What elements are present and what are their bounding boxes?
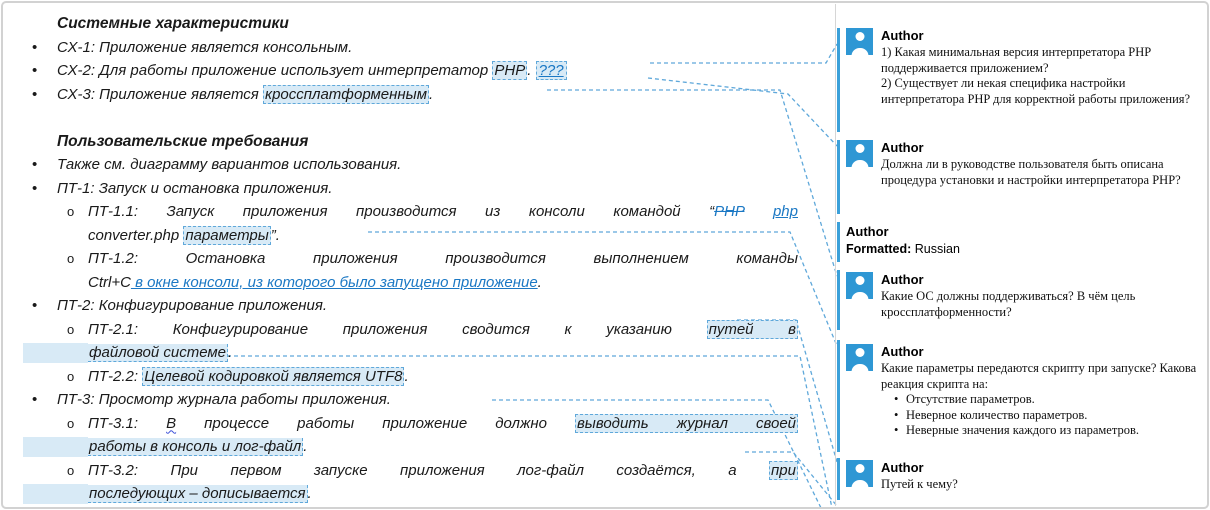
change-type-label: Formatted: bbox=[846, 242, 915, 256]
text-run: . bbox=[404, 367, 409, 385]
commented-text: файловой системе bbox=[89, 344, 227, 361]
doc-line[interactable] bbox=[88, 224, 798, 248]
text-run: СХ-1: Приложение является консольным. bbox=[57, 38, 353, 56]
doc-line[interactable] bbox=[88, 341, 798, 365]
text-run: . bbox=[303, 438, 308, 455]
text-run: Ctrl+C bbox=[88, 273, 131, 291]
text-run: ПТ-1.1: Запуск приложения производится из консоли командой “ bbox=[88, 203, 715, 220]
comment-card[interactable] bbox=[846, 344, 1200, 439]
comment-bullet-item: • Отсутствие параметров. bbox=[881, 392, 1200, 408]
commented-text: параметры bbox=[185, 226, 269, 244]
comment-rail-segment bbox=[837, 458, 840, 500]
text-run: . bbox=[537, 273, 542, 291]
comment-rail-segment bbox=[837, 340, 840, 452]
comment-content bbox=[881, 344, 1200, 439]
deleted-text: PHP bbox=[714, 203, 745, 220]
document-body[interactable] bbox=[23, 12, 813, 506]
change-author: Author bbox=[846, 224, 889, 239]
comment-card[interactable] bbox=[846, 28, 1200, 107]
doc-line[interactable] bbox=[88, 459, 798, 483]
comment-bullet-item: • Неверное количество параметров. bbox=[881, 408, 1200, 424]
text-run: ”. bbox=[270, 226, 280, 244]
text-run: ПТ-1.2: Остановка приложения производится выполнением команды bbox=[88, 250, 798, 267]
change-description bbox=[846, 241, 1200, 257]
tracked-change-record[interactable] bbox=[846, 224, 1200, 257]
text-run: Пользовательские требования bbox=[57, 132, 309, 150]
doc-line[interactable] bbox=[88, 271, 798, 295]
doc-line[interactable] bbox=[23, 177, 813, 201]
comment-content bbox=[881, 28, 1200, 107]
text-run: ПТ-2.1: Конфигурирование приложения сводится к указанию bbox=[88, 320, 707, 338]
text-run: ПТ-3.2: При первом запуске приложения лог-файл создаётся, а bbox=[88, 461, 770, 479]
comment-text: Какие параметры передаются скрипту при запуске? Какова реакция скрипта на: bbox=[881, 361, 1197, 391]
author-avatar-icon bbox=[846, 140, 873, 167]
doc-line[interactable] bbox=[23, 36, 813, 60]
doc-line[interactable] bbox=[88, 412, 798, 436]
doc-heading-line[interactable] bbox=[57, 12, 813, 36]
commented-text: последующих – дописывается bbox=[89, 485, 306, 502]
text-run bbox=[744, 203, 773, 220]
comment-card[interactable] bbox=[846, 460, 1200, 493]
text-run: . bbox=[428, 85, 434, 103]
inserted-commented-text: ??? bbox=[536, 61, 567, 80]
text-run: СХ-3: Приложение является bbox=[57, 85, 263, 103]
commented-text: PHP bbox=[494, 62, 526, 79]
author-avatar-icon bbox=[846, 272, 873, 299]
comment-text: 1) Какая минимальная версия интерпретатора PHP поддерживается приложением? bbox=[881, 45, 1151, 75]
commented-text: работы в консоль и лог-файл bbox=[89, 438, 302, 455]
comment-card[interactable] bbox=[846, 140, 1200, 188]
inserted-text: php bbox=[772, 203, 798, 220]
comment-author: Author bbox=[881, 272, 924, 287]
doc-line[interactable] bbox=[88, 435, 798, 459]
author-avatar-icon bbox=[846, 344, 873, 371]
doc-line[interactable] bbox=[23, 294, 813, 318]
text-run: ПТ-1: Запуск и остановка приложения. bbox=[57, 179, 333, 197]
comment-content bbox=[881, 140, 1200, 188]
comment-content bbox=[881, 272, 1200, 320]
text-run: Также см. диаграмму вариантов использования. bbox=[57, 156, 402, 173]
author-avatar-icon bbox=[846, 28, 873, 55]
comment-rail-segment bbox=[837, 222, 840, 262]
author-avatar-icon bbox=[846, 460, 873, 487]
comment-card[interactable] bbox=[846, 272, 1200, 320]
comment-author: Author bbox=[881, 28, 924, 43]
text-run: . bbox=[527, 62, 536, 79]
comment-author: Author bbox=[881, 344, 924, 359]
commented-text: при bbox=[771, 461, 796, 479]
text-run: СХ-2: Для работы приложение использует интерпретатор bbox=[57, 62, 493, 79]
text-run: Системные характеристики bbox=[57, 15, 289, 32]
doc-line[interactable] bbox=[88, 482, 798, 506]
inserted-text: в окне консоли, из которого было запущено приложение bbox=[130, 273, 538, 291]
doc-line[interactable] bbox=[23, 83, 813, 107]
doc-line[interactable] bbox=[23, 153, 813, 177]
comment-text: Путей к чему? bbox=[881, 477, 958, 491]
comment-text: Должна ли в руководстве пользователя быть описана процедура установки и настройки интерпретатора PHP? bbox=[881, 157, 1181, 187]
text-run: . bbox=[228, 344, 233, 361]
doc-line[interactable] bbox=[88, 318, 798, 342]
text-run: ПТ-3: Просмотр журнала работы приложения. bbox=[57, 391, 391, 408]
doc-blank-line[interactable] bbox=[23, 106, 813, 130]
comment-text: 2) Существует ли некая специфика настройки интерпретатора PHP для корректной работы приложения? bbox=[881, 76, 1191, 106]
doc-line[interactable] bbox=[88, 247, 798, 271]
text-run: процессе работы приложение должно bbox=[176, 414, 575, 432]
comment-rail-segment bbox=[837, 270, 840, 330]
comment-author: Author bbox=[881, 140, 924, 155]
comment-author: Author bbox=[881, 460, 924, 475]
text-run: ПТ-2: Конфигурирование приложения. bbox=[57, 297, 328, 314]
grammar-flagged-text: В bbox=[166, 414, 177, 432]
comment-rail-segment bbox=[837, 140, 840, 214]
doc-line[interactable] bbox=[88, 200, 798, 224]
commented-text: кроссплатформенным bbox=[264, 85, 427, 103]
doc-heading-line[interactable] bbox=[57, 130, 813, 154]
commented-text: Целевой кодировкой является UTF8 bbox=[144, 367, 403, 385]
doc-line[interactable] bbox=[88, 365, 798, 389]
doc-line[interactable] bbox=[23, 59, 813, 83]
review-panel-divider bbox=[835, 4, 836, 506]
text-run: ПТ-3.1: bbox=[88, 414, 167, 432]
comment-content bbox=[881, 460, 1200, 493]
doc-line[interactable] bbox=[23, 388, 813, 412]
commented-text: путей в bbox=[708, 320, 797, 338]
comment-bullet-item: • Неверные значения каждого из параметров. bbox=[881, 423, 1200, 439]
text-run: converter.php bbox=[88, 226, 184, 244]
text-run: ПТ-2.2: bbox=[88, 367, 143, 385]
commented-text: выводить журнал своей bbox=[576, 414, 796, 432]
comment-rail-segment bbox=[837, 28, 840, 132]
comment-text: Какие ОС должны поддерживаться? В чём цель кроссплатформенности? bbox=[881, 289, 1136, 319]
text-run: . bbox=[307, 485, 312, 502]
change-value: Russian bbox=[914, 242, 960, 256]
